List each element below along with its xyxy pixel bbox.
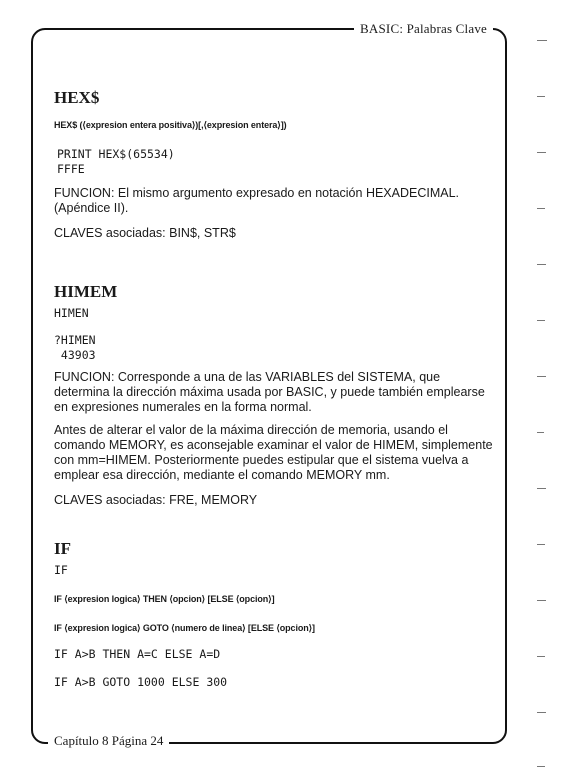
code-example-himem: ?HIMEN 43903 (54, 333, 96, 362)
keyword-title-hex: HEX$ (54, 88, 100, 107)
keyword-title-if: IF (54, 539, 71, 558)
claves-text-hex: CLAVES asociadas: BIN$, STR$ (54, 226, 236, 240)
page-content (54, 90, 494, 690)
syntax-line-if: IF (54, 563, 68, 577)
funcion-text-himem: FUNCION: Corresponde a una de las VARIABLES del SISTEMA, que determina la dirección máxima usada por BASIC, y puede también emplearse en expresiones numerales en la forma normal. (54, 370, 485, 414)
claves-text-himem: CLAVES asociadas: FRE, MEMORY (54, 493, 258, 507)
syntax-line-himem: HIMEN (54, 306, 89, 320)
section-himem (54, 284, 494, 508)
section-if (54, 541, 494, 690)
example-if-goto: IF A>B GOTO 1000 ELSE 300 (54, 675, 228, 689)
antes-text-himem: Antes de alterar el valor de la máxima dirección de memoria, usando el comando MEMORY, es aconsejable examinar el valor de HIMEM, simplemente con mm=HIMEM. Posteriormente puedes estipular que el sistema vuelva a emplear esa dirección, mediante el comando MEMORY mm. (54, 423, 493, 482)
code-example-hex: PRINT HEX$(65534) FFFE (57, 147, 175, 176)
funcion-text-hex: FUNCION: El mismo argumento expresado en notación HEXADECIMAL. (Apéndice II). (54, 186, 460, 215)
syntax-form-if-goto: IF ⟨expresion logica⟩ GOTO ⟨numero de linea⟩ [ELSE ⟨opcion⟩] (54, 623, 315, 633)
page-footer: Capítulo 8 Página 24 (48, 733, 169, 749)
example-if-then: IF A>B THEN A=C ELSE A=D (54, 647, 221, 661)
section-hex (54, 90, 494, 241)
keyword-title-himem: HIMEM (54, 282, 118, 301)
syntax-form-if-then: IF ⟨expresion logica⟩ THEN ⟨opcion⟩ [ELSE ⟨opcion⟩] (54, 594, 275, 604)
running-header: BASIC: Palabras Clave (354, 21, 493, 37)
syntax-line-hex: HEX$ (⟨expresion entera positiva⟩)[,⟨expresion entera⟩]) (54, 120, 287, 130)
